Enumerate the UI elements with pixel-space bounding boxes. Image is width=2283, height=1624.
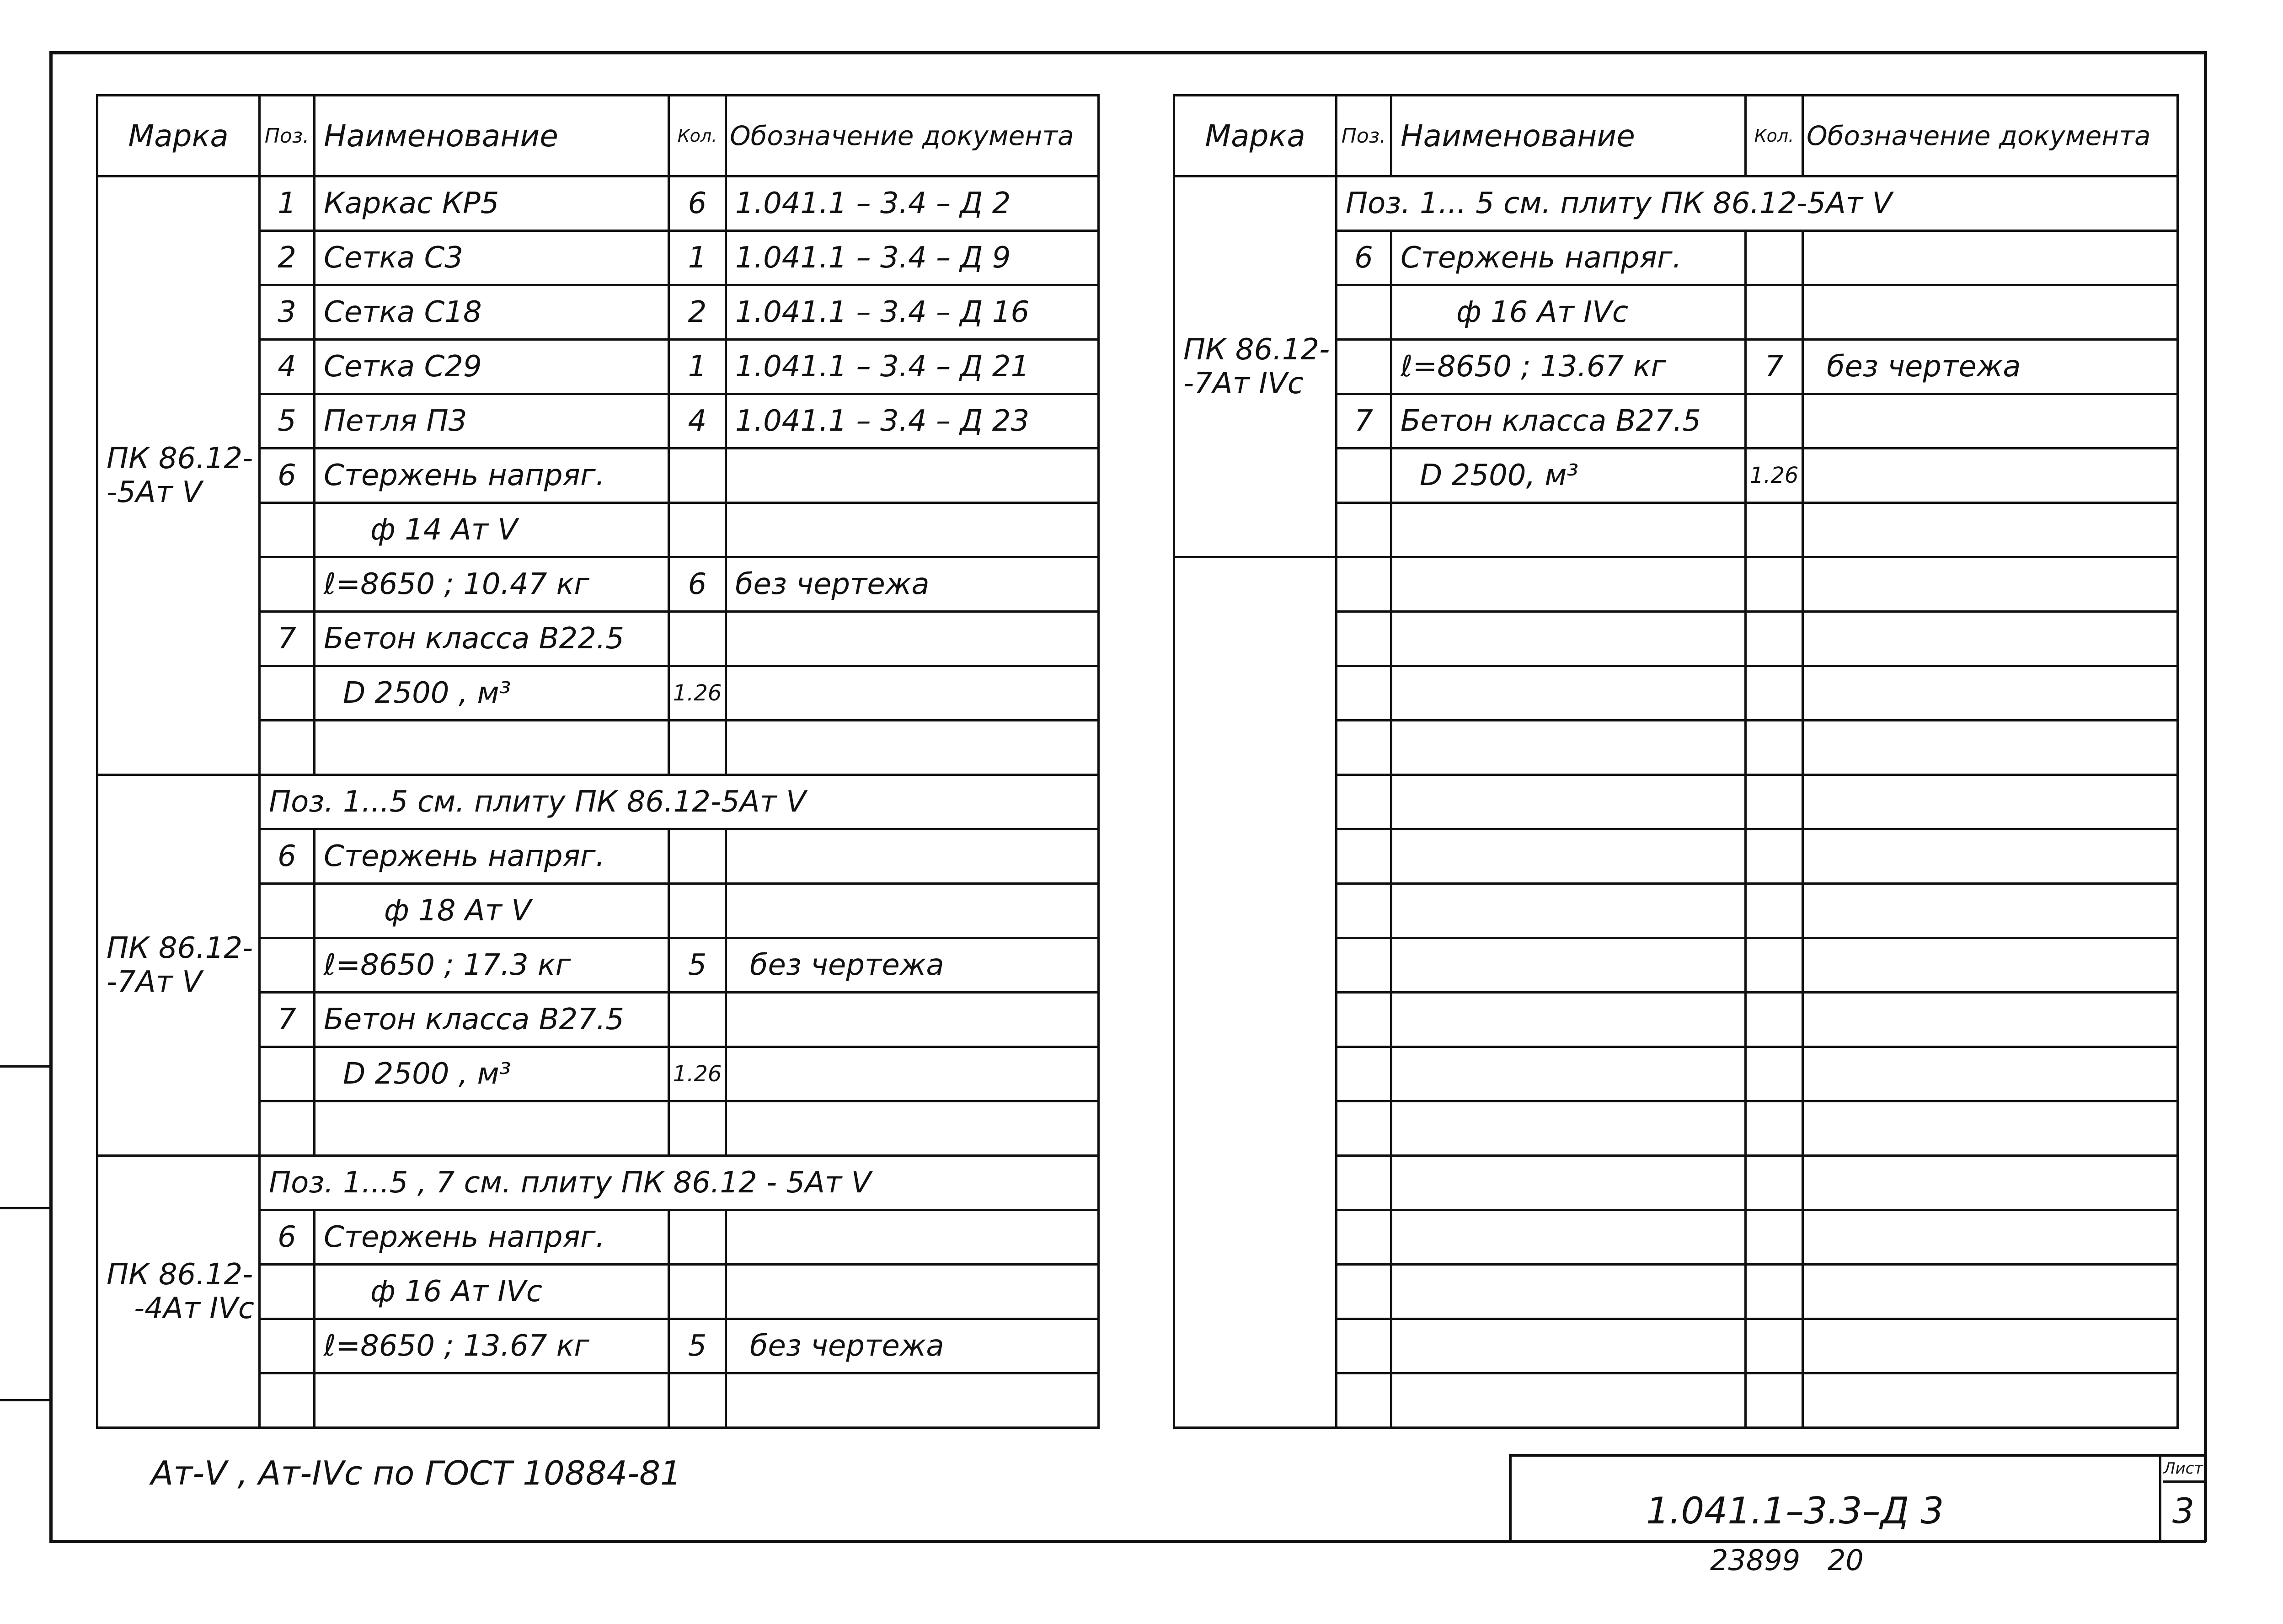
name-cell: Стержень напряг. [315,829,669,884]
kol-cell [1746,285,1803,340]
doc-cell: 1.041.1 – 3.4 – Д 23 [726,394,1099,449]
table-row [97,1156,1099,1210]
name-cell: ℓ=8650 ; 17.3 кг [315,938,669,993]
header-poz: Поз. [1337,96,1391,176]
margin-tick [0,1065,49,1068]
mark-line: -7Ат IVс [1183,367,1304,401]
table-row [1174,557,2178,612]
mark-line: -4Ат IVс [134,1292,255,1325]
document-code: 1.041.1–3.3–Д 3 [1646,1490,1944,1532]
kol-cell: 4 [669,394,726,449]
mark-cell [1174,557,1337,1428]
mark-cell [97,176,260,775]
header-poz: Поз. [260,96,315,176]
poz-cell [1337,449,1391,503]
name-cell: Каркас КР5 [315,176,669,231]
kol-cell: 5 [669,1319,726,1373]
name-cell: D 2500, м³ [1391,449,1746,503]
poz-cell [260,884,315,938]
doc-cell: без чертежа [726,557,1099,612]
right-spec-table [1173,94,2179,1429]
name-cell: ℓ=8650 ; 13.67 кг [1391,340,1746,394]
steel-standard-note: Ат-V , Ат-IVс по ГОСТ 10884-81 [151,1454,681,1492]
doc-cell: без чертежа [1803,340,2178,394]
poz-cell: 6 [1337,231,1391,285]
poz-cell [260,1265,315,1319]
header-doc: Обозначение документа [1803,96,2178,176]
poz-cell [260,666,315,721]
group-note: Поз. 1...5 , 7 см. плиту ПК 86.12 - 5Ат V [260,1156,1099,1210]
name-cell: Сетка С29 [315,340,669,394]
doc-cell [726,1373,1099,1428]
mark-line: ПК 86.12- [107,442,253,475]
doc-cell [726,612,1099,666]
doc-cell [726,1265,1099,1319]
name-cell: Бетон класса В27.5 [315,993,669,1047]
doc-cell: 1.041.1 – 3.4 – Д 21 [726,340,1099,394]
name-cell: ℓ=8650 ; 10.47 кг [315,557,669,612]
name-cell: Бетон класса В27.5 [1391,394,1746,449]
table-row [97,176,1099,231]
doc-cell [726,993,1099,1047]
table-header [97,96,1099,176]
header-name: Наименование [315,96,669,176]
doc-cell [726,449,1099,503]
poz-cell: 6 [260,1210,315,1265]
kol-cell: 1 [669,231,726,285]
kol-cell [669,829,726,884]
name-cell: Сетка С3 [315,231,669,285]
poz-cell [260,1319,315,1373]
header-doc: Обозначение документа [726,96,1099,176]
name-cell [315,1101,669,1156]
poz-cell [260,557,315,612]
kol-cell [669,884,726,938]
kol-cell [669,1101,726,1156]
poz-cell [260,503,315,557]
kol-cell: 7 [1746,340,1803,394]
name-cell: Стержень напряг. [1391,231,1746,285]
frame-left-border [49,51,53,1542]
name-cell: ф 18 Ат V [315,884,669,938]
kol-cell [1746,231,1803,285]
kol-cell: 1.26 [1746,449,1803,503]
poz-cell [260,1373,315,1428]
header-marka: Марка [97,96,260,176]
doc-cell [726,884,1099,938]
kol-cell: 1.26 [669,1047,726,1101]
sheet-number: 3 [2172,1490,2195,1531]
mark-cell [97,775,260,1156]
doc-cell [1803,394,2178,449]
poz-cell: 4 [260,340,315,394]
kol-cell: 1.26 [669,666,726,721]
poz-cell: 5 [260,394,315,449]
poz-cell: 1 [260,176,315,231]
table-row [97,775,1099,829]
kol-cell [669,503,726,557]
kol-cell [669,1210,726,1265]
poz-cell: 7 [260,993,315,1047]
doc-cell [1803,503,2178,557]
header-kol: Кол. [669,96,726,176]
margin-tick [0,1207,49,1209]
doc-cell [726,666,1099,721]
header-name: Наименование [1391,96,1746,176]
doc-cell [726,721,1099,775]
frame-right-border [2204,51,2207,1542]
poz-cell: 2 [260,231,315,285]
kol-cell: 1 [669,340,726,394]
poz-cell: 6 [260,829,315,884]
kol-cell [669,1373,726,1428]
kol-cell [1746,503,1803,557]
doc-cell [1803,285,2178,340]
doc-cell [1803,231,2178,285]
name-cell: Бетон класса В22.5 [315,612,669,666]
name-cell: Петля П3 [315,394,669,449]
mark-line: ПК 86.12- [107,931,253,965]
doc-cell [726,1210,1099,1265]
table-row [1174,176,2178,231]
doc-cell: 1.041.1 – 3.4 – Д 9 [726,231,1099,285]
frame-top-border [49,51,2206,54]
doc-cell: без чертежа [726,938,1099,993]
mark-cell [97,1156,260,1428]
poz-cell [260,1101,315,1156]
poz-cell [260,721,315,775]
name-cell: Сетка С18 [315,285,669,340]
inventory-number: 23899 20 [1710,1544,1864,1577]
kol-cell: 5 [669,938,726,993]
name-cell: D 2500 , м³ [315,666,669,721]
poz-cell: 6 [260,449,315,503]
name-cell [1391,503,1746,557]
name-cell: Стержень напряг. [315,1210,669,1265]
kol-cell [1746,394,1803,449]
doc-cell [726,829,1099,884]
table-header [1174,96,2178,176]
poz-cell [260,1047,315,1101]
doc-cell [1803,449,2178,503]
mark-cell [1174,176,1337,557]
name-cell: ф 16 Ат IVс [315,1265,669,1319]
poz-cell: 7 [1337,394,1391,449]
doc-cell: 1.041.1 – 3.4 – Д 2 [726,176,1099,231]
kol-cell: 6 [669,176,726,231]
name-cell: ф 16 Ат IVс [1391,285,1746,340]
doc-cell: 1.041.1 – 3.4 – Д 16 [726,285,1099,340]
doc-cell: без чертежа [726,1319,1099,1373]
left-spec-table [96,94,1100,1429]
poz-cell [1337,340,1391,394]
poz-cell [260,938,315,993]
name-cell: ℓ=8650 ; 13.67 кг [315,1319,669,1373]
mark-line: ПК 86.12- [107,1258,253,1292]
poz-cell [1337,285,1391,340]
doc-cell [726,1101,1099,1156]
kol-cell [669,612,726,666]
doc-cell [726,1047,1099,1101]
doc-cell [726,503,1099,557]
mark-line: ПК 86.12- [1183,333,1330,367]
group-note: Поз. 1...5 см. плиту ПК 86.12-5Ат V [260,775,1099,829]
poz-cell [1337,503,1391,557]
mark-line: -7Ат V [107,965,202,999]
name-cell: Стержень напряг. [315,449,669,503]
name-cell [315,1373,669,1428]
mark-line: -5Ат V [107,475,202,509]
kol-cell [669,993,726,1047]
kol-cell: 6 [669,557,726,612]
name-cell: ф 14 Ат V [315,503,669,557]
margin-tick [0,1399,49,1401]
poz-cell: 7 [260,612,315,666]
kol-cell [669,1265,726,1319]
header-kol: Кол. [1746,96,1803,176]
group-note: Поз. 1... 5 см. плиту ПК 86.12-5Ат V [1337,176,2178,231]
name-cell: D 2500 , м³ [315,1047,669,1101]
name-cell [315,721,669,775]
sheet-label: Лист [2163,1457,2204,1483]
poz-cell: 3 [260,285,315,340]
header-marka: Марка [1174,96,1337,176]
kol-cell [669,721,726,775]
kol-cell [669,449,726,503]
kol-cell: 2 [669,285,726,340]
